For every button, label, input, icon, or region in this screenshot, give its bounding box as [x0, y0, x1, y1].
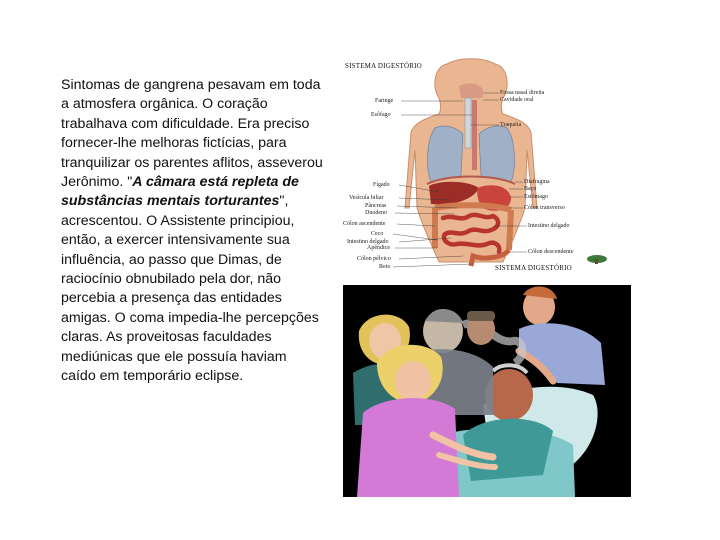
quote-text: A câmara está repleta de substâncias mentais torturantes [61, 174, 299, 210]
label-traqueia: Traquéia [500, 122, 522, 128]
label-colon-ascendente: Cólon ascendente [343, 221, 386, 227]
label-estomago: Estômago [524, 194, 548, 200]
healing-scene-illustration [343, 285, 631, 497]
healing-scene-drawing [343, 285, 631, 497]
label-colon-descendente: Cólon descendente [528, 249, 574, 255]
label-reto: Reto [379, 264, 391, 270]
label-duodeno: Duodeno [365, 210, 387, 216]
label-colon-transverso: Cólon transverso [524, 205, 565, 211]
tree-logo-icon [587, 255, 607, 264]
digestive-system-diagram [343, 58, 630, 274]
body-text-part1: Sintomas de gangrena pesavam em toda a atmosfera orgânica. O coração trabalhava com dificuldade. Era preciso fornecer-lhe melhoras fictícias, para tranquilizar os parentes aflitos, asseverou Jerônimo. " [61, 77, 323, 191]
label-cavidade-oral: Cavidade oral [500, 97, 534, 103]
label-faringe: Faringe [375, 98, 394, 104]
diagram-title-top: SISTEMA DIGESTÓRIO [345, 62, 422, 70]
body-text-part2: ", acrescentou. O Assistente principiou, então, a exercer intensivamente sua influência, ao passo que Dimas, de raciocínio obnubilado pela dor, não percebia a presença das entidades amigas. O coma impedia-lhe percepções claras. As proveitosas faculdades mediúnicas que ele possuía haviam caído em temporário eclipse. [61, 193, 319, 385]
label-colon-pelvico: Cólon pélvico [357, 256, 391, 262]
label-baco: Baço [524, 186, 537, 192]
label-apendice: Apêndice [367, 245, 390, 251]
label-intestino-delgado-left: Intestino delgado [347, 239, 389, 245]
label-intestino-delgado-right: Intestino delgado [528, 223, 570, 229]
body-text [61, 76, 323, 387]
diagram-title-bottom: SISTEMA DIGESTÓRIO [495, 264, 572, 272]
label-ceco: Ceco [371, 231, 384, 237]
label-fossa-nasal: Fossa nasal direita [500, 90, 545, 96]
label-diafragma: Diafragma [524, 179, 550, 185]
label-vesicula-biliar: Vesícula biliar [349, 195, 384, 201]
label-esofago: Esôfago [371, 112, 391, 118]
label-figado: Fígado [373, 182, 390, 188]
label-pancreas: Pâncreas [365, 203, 387, 209]
